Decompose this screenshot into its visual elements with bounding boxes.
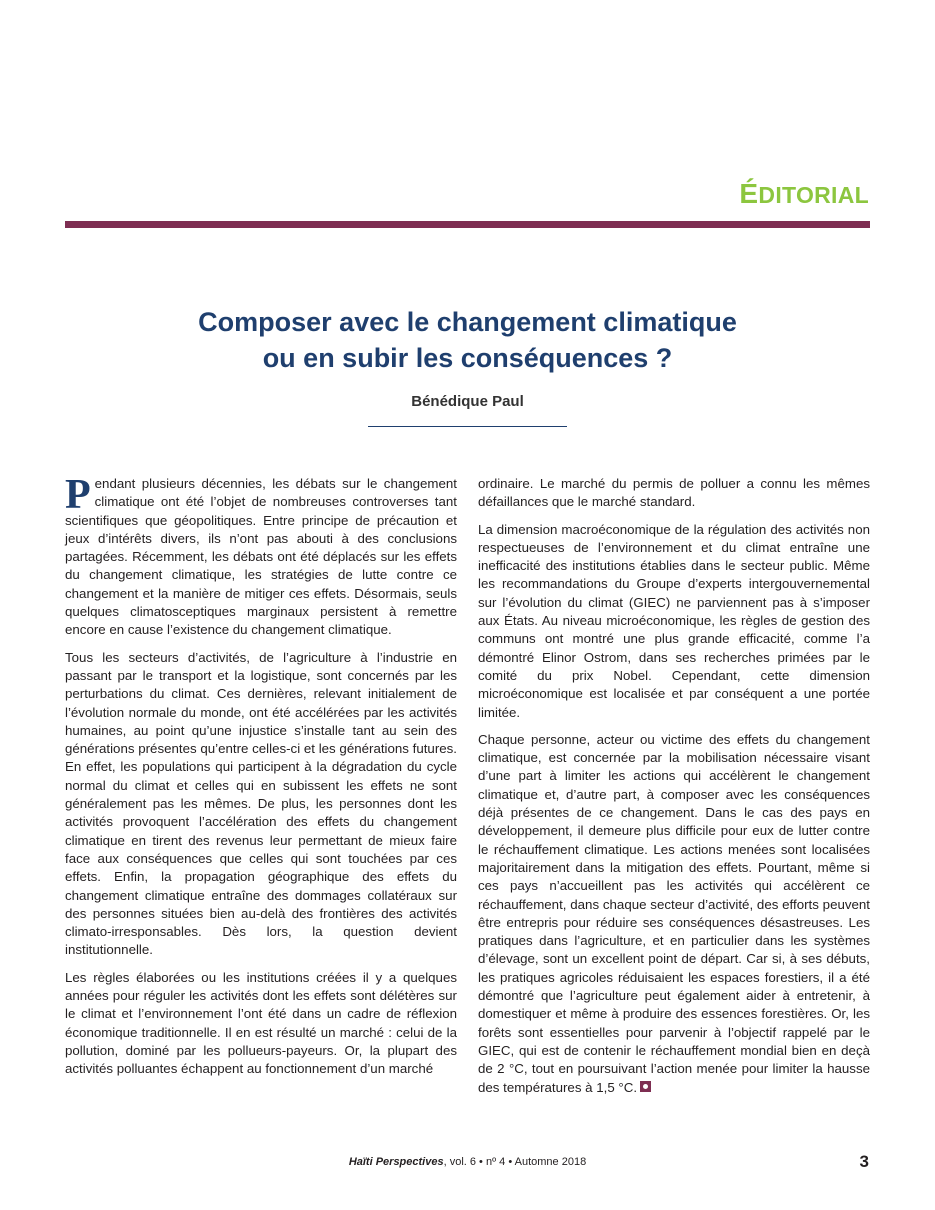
author-rule bbox=[368, 426, 567, 427]
title-line-2: ou en subir les conséquences ? bbox=[262, 343, 673, 373]
issue-info: , vol. 6 • nº 4 • Automne 2018 bbox=[443, 1156, 587, 1168]
journal-name: Haïti Perspectives bbox=[348, 1156, 444, 1168]
end-of-article-icon bbox=[640, 1081, 651, 1092]
paragraph bbox=[65, 472, 457, 640]
right-column bbox=[478, 475, 870, 1106]
section-label-rest: DITORIAL bbox=[758, 182, 869, 208]
title-line-1: Composer avec le changement climatique bbox=[198, 307, 737, 337]
article-title bbox=[0, 304, 935, 376]
section-label bbox=[739, 178, 869, 210]
paragraph: Tous les secteurs d’activités, de l’agriculture à l’industrie en passant par le transport et la logistique, sont concernés par les perturbations du climat. Ces dernières, relevant initialement de l’évolution normale du monde, ont été accélérées par les activités humaines, au point qu’une injustice s’installe tant au sein des générations présentes qu’entre celles-ci et les générations futures. En effet, les populations qui participent à la dégradation du cycle normal du climat et celles qui en subissent les effets ne sont généralement pas les mêmes. De plus, les personnes dont les activités provoquent l’accélération des effets du changement climatique en tirent des revenus leur permettant de mieux faire face aux conséquences que celles qui sont touchées par ces effets. Enfin, la propagation géographique des effets du changement climatique entraîne des dommages collatéraux sur des personnes situées bien au-delà des frontières des activités climato-irresponsables. Dès lors, la question devient institutionnelle. bbox=[65, 649, 457, 958]
section-rule bbox=[65, 221, 870, 228]
section-label-initial: É bbox=[739, 178, 759, 209]
author-name: Bénédique Paul bbox=[411, 393, 524, 410]
page-number: 3 bbox=[859, 1152, 869, 1171]
paragraph bbox=[478, 731, 870, 1097]
page-footer bbox=[0, 1156, 935, 1168]
paragraph-text: Chaque personne, acteur ou victime des effets du changement climatique, est concernée par la mobilisation nécessaire visant d’une part à limiter les actions qui accélèrent le changement climatique et, d’autre part, à composer avec les conséquences déjà présentes de ce changement. Dans le cas des pays en développement, il demeure plus difficile pour eux de lutter contre le réchauffement climatique. Les actions menées sont localisées majoritairement dans la mitigation des effets. Pourtant, même si ces pays n’accueillent pas les activités qui accélèrent ce réchauffement, dans chaque secteur d’activité, des efforts peuvent être entrepris pour réduire ses conséquences désastreuses. Les pratiques dans l’agriculture, et en particulier dans les systèmes d’élevage, sont un excellent point de départ. Car si, à ses débuts, les pratiques agricoles réduisaient les espaces forestiers, il a été démontré que l’agriculture peut également aider à entretenir, à domestiquer et même à produire des essences forestières. Or, les forêts sont essentielles pour parvenir à l’objectif rappelé par le GIEC, qui est de contenir le réchauffement mondial bien en deçà de 2 °C, tout en poursuivant l’action menée pour limiter la hausse des températures à 1,5 °C. bbox=[478, 731, 870, 1095]
paragraph-text: endant plusieurs décennies, les débats sur le changement climatique ont été l’objet de nombreuses controverses tant scientifiques que géopolitiques. Entre principe de précaution et jeux d’intérêts divers, ils n’ont pas abouti à des conclusions partagées. Récemment, les débats ont été déplacés sur les effets du changement climatique, les stratégies de lutte contre ce changement et la manière de mitiger ces effets. Désormais, seuls quelques climatosceptiques marginaux persistent à remettre encore en cause l’existence du changement climatique. bbox=[65, 476, 457, 638]
left-column bbox=[65, 472, 457, 1088]
paragraph: La dimension macroéconomique de la régulation des activités non respectueuses de l’environnement et du climat entraîne une inefficacité des institutions établies dans le secteur public. Même les recommandations du Groupe d’experts intergouvernemental sur l’évolution du climat (GIEC) ne parviennent pas à s’imposer aux États. Au niveau microéconomique, les règles de gestion des communs ont montré une plus grande efficacité, comme l’a démontré Elinor Ostrom, dans ses recherches primées par le comité du prix Nobel. Cependant, cette dimension microéconomique est localisée et par conséquent a une portée limitée. bbox=[478, 521, 870, 720]
paragraph: Les règles élaborées ou les institutions créées il y a quelques années pour réguler les activités dont les effets sont délétères sur le climat et l’environnement l’ont été dans un cadre de réflexion économique traditionnelle. Il en est résulté un marché : celui de la pollution, dominé par les pollueurs-payeurs. Or, la plupart des activités polluantes échappent au fonctionnement d’un marché bbox=[65, 969, 457, 1077]
drop-cap: P bbox=[65, 472, 91, 518]
paragraph: ordinaire. Le marché du permis de polluer a connu les mêmes défaillances que le marché standard. bbox=[478, 476, 870, 510]
